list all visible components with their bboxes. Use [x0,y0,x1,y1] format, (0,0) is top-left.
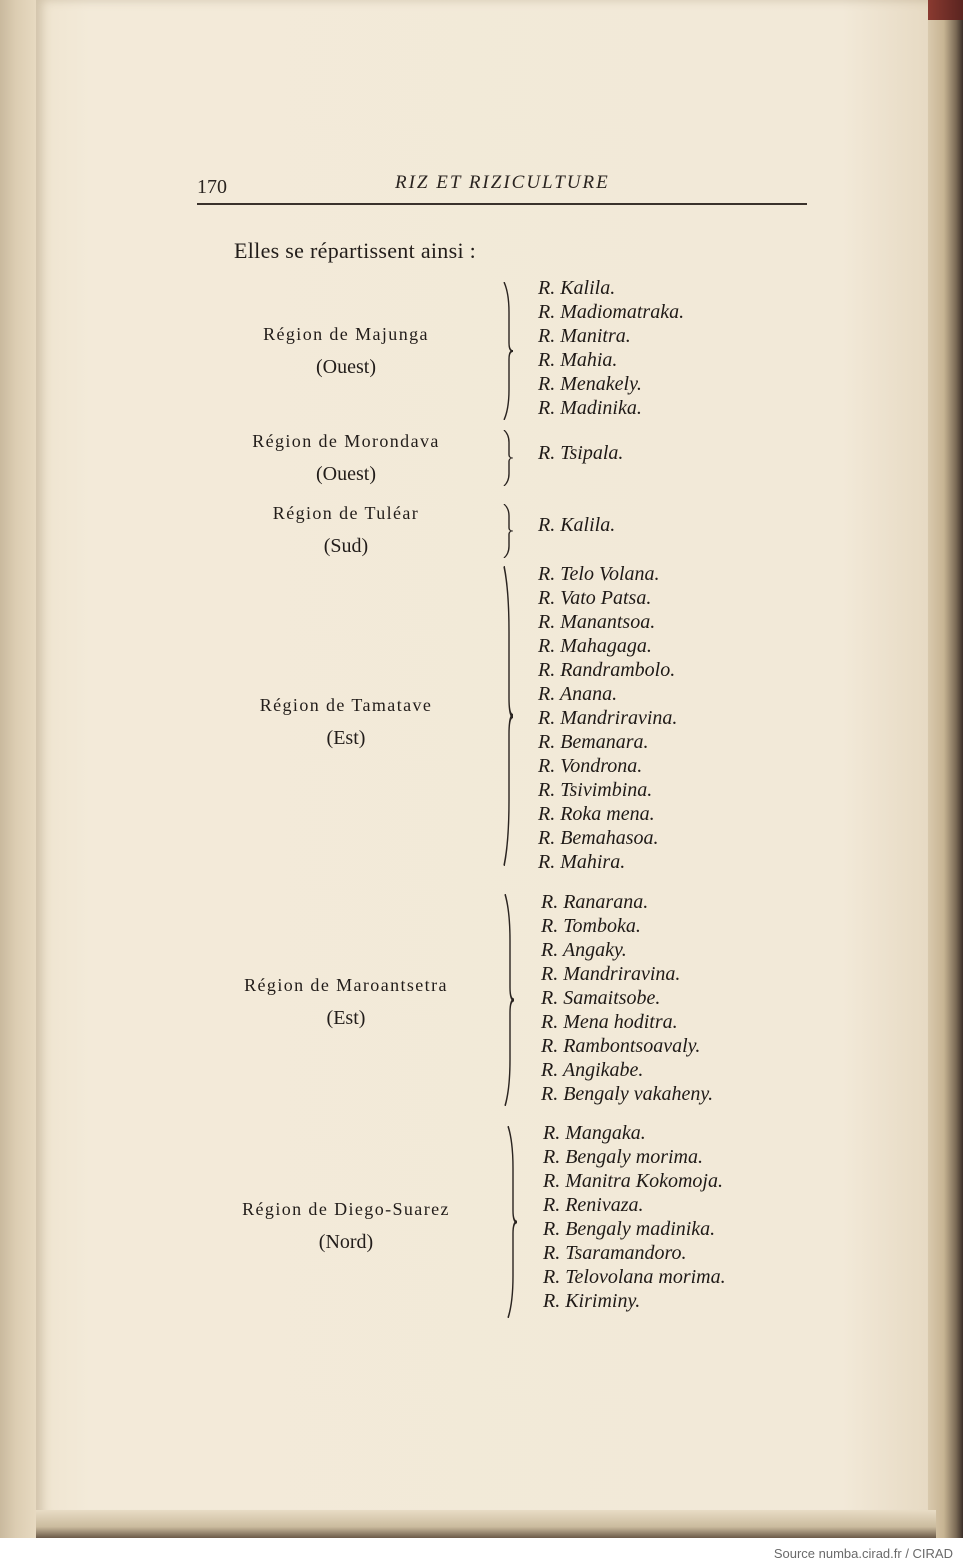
variety-item: R. Manantsoa. [538,611,656,633]
region-maroantsetra [190,969,502,1035]
brace [502,504,514,558]
page-number: 170 [197,176,227,198]
region-direction: (Sud) [323,535,369,557]
variety-list-diego-suarez [543,1121,726,1313]
variety-list-maroantsetra [541,890,713,1106]
variety-item: R. Bengaly madinika. [543,1218,716,1240]
region-name: Région de Tamatave [259,695,433,715]
variety-item: R. Ranarana. [541,891,649,913]
variety-item: R. Mahia. [538,349,618,371]
variety-item: R. Menakely. [538,373,642,395]
variety-item: R. Manitra. [538,325,631,347]
variety-item: R. Telo Volana. [538,563,660,585]
region-tamatave [190,689,502,755]
variety-list-morondava [538,441,623,465]
right-page-edge [928,0,963,1538]
region-name: Région de Tuléar [272,503,420,523]
variety-item: R. Rambontsoavaly. [541,1035,701,1057]
variety-item: R. Vondrona. [538,755,643,777]
variety-item: R. Bengaly vakaheny. [541,1083,714,1105]
region-direction: (Ouest) [316,463,376,485]
variety-item: R. Roka mena. [538,803,655,825]
variety-item: R. Mangaka. [543,1122,646,1144]
variety-item: R. Tsivimbina. [538,779,653,801]
region-direction: (Nord) [318,1231,374,1253]
brace [506,1126,518,1318]
brace [502,430,514,486]
variety-item: R. Anana. [538,683,618,705]
running-title: RIZ ET RIZICULTURE [395,172,610,193]
variety-item: R. Bengaly morima. [543,1146,703,1168]
variety-item: R. Randrambolo. [538,659,676,681]
variety-item: R. Angaky. [541,939,627,961]
variety-item: R. Telovolana morima. [543,1266,726,1288]
region-tulear [190,497,502,563]
region-name: Région de Diego-Suarez [242,1199,450,1219]
variety-item: R. Mandriravina. [541,963,681,985]
variety-item: R. Madiomatraka. [538,301,685,323]
variety-item: R. Mahagaga. [538,635,652,657]
variety-item: R. Samaitsobe. [541,987,661,1009]
variety-item: R. Tomboka. [541,915,641,937]
bottom-page-edge [36,1510,936,1538]
brace [503,894,515,1106]
variety-item: R. Mena hoditra. [541,1011,678,1033]
variety-item: R. Kalila. [538,514,616,536]
variety-item: R. Renivaza. [543,1194,644,1216]
variety-item: R. Bemahasoa. [538,827,659,849]
variety-item: R. Mandriravina. [538,707,678,729]
header-rule [197,203,807,205]
source-credit: Source numba.cirad.fr / CIRAD [773,1546,953,1561]
region-direction: (Ouest) [316,356,376,378]
variety-item: R. Bemanara. [538,731,649,753]
intro-sentence: Elles se répartissent ainsi : [234,238,477,263]
region-direction: (Est) [326,727,366,749]
variety-item: R. Vato Patsa. [538,587,652,609]
region-morondava [190,425,502,491]
variety-list-majunga [538,276,684,420]
running-head [197,172,807,206]
region-majunga [190,318,502,384]
region-name: Région de Majunga [263,324,429,344]
variety-item: R. Manitra Kokomoja. [543,1170,723,1192]
region-name: Région de Morondava [252,431,440,451]
variety-list-tamatave [538,562,677,874]
variety-item: R. Angikabe. [541,1059,644,1081]
brace [502,566,514,866]
paper-page [36,0,932,1520]
left-page-edge [0,0,40,1538]
variety-item: R. Tsaramandoro. [543,1242,687,1264]
region-direction: (Est) [326,1007,366,1029]
region-diego-suarez [190,1193,502,1259]
variety-item: R. Madinika. [538,397,642,419]
variety-item: R. Kiriminy. [543,1290,641,1312]
brace [502,282,514,420]
variety-item: R. Tsipala. [538,442,624,464]
region-name: Région de Maroantsetra [244,975,448,995]
variety-list-tulear [538,513,615,537]
variety-item: R. Kalila. [538,277,616,299]
variety-item: R. Mahira. [538,851,626,873]
